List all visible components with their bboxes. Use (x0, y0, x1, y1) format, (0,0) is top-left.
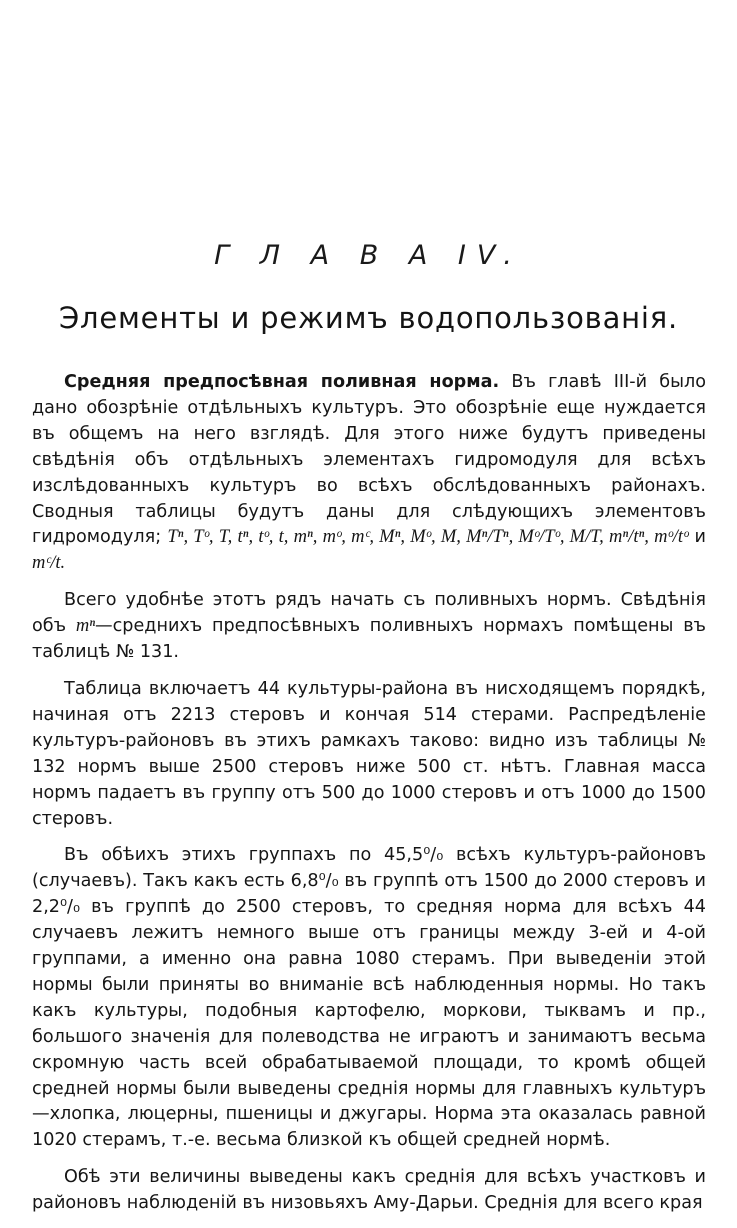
paragraph-1-and: и (688, 527, 706, 548)
section-lead: Средняя предпосѣвная поливная норма. (64, 372, 500, 392)
paragraph-2-text-after: —среднихъ предпосѣвныхъ поливныхъ нормахъ помѣщены въ таблицѣ № 131. (32, 616, 706, 663)
paragraph-1-text: Въ главѣ III-й было дано обозрѣніе отдѣльныхъ культуръ. Это обозрѣніе еще нуждается въ общемъ на него взглядѣ. Для этого ниже будутъ приведены свѣдѣнія объ отдѣльныхъ элементахъ гидромодуля для всѣхъ изслѣдованныхъ культуръ во всѣхъ обслѣдованныхъ районахъ. Сводныя таблицы будутъ даны для слѣдующихъ элементовъ гидромодуля; (32, 372, 706, 548)
chapter-title: Элементы и режимъ водопользованія. (58, 301, 679, 335)
hydromodule-symbols: Tⁿ, Tᵒ, T, tⁿ, tᵒ, t, mⁿ, mᵒ, mᶜ, Mⁿ, Mᵒ, M, Mⁿ/Tⁿ, Mᵒ/Tᵒ, M/T, mⁿ/tⁿ, mᵒ/tᵒ (167, 527, 689, 548)
norm-symbol: mⁿ (75, 616, 96, 637)
paragraph-4: Въ обѣихъ этихъ группахъ по 45,5⁰/₀ всѣхъ культуръ-районовъ (случаевъ). Такъ какъ есть 6,8⁰/₀ въ группѣ отъ 1500 до 2000 стеровъ и 2,2⁰/₀ въ группѣ до 2500 стеровъ, то средняя норма для всѣхъ 44 случаевъ лежитъ немного выше отъ границы между 3-ей и 4-ой группами, а именно она равна 1080 стерамъ. При выведеніи этой нормы были приняты во вниманіе всѣ наблюденныя нормы. Но такъ какъ культуры, подобныя картофелю, моркови, тыквамъ и пр., большого значенія для полеводства не играютъ и занимаютъ весьма скромную часть всей обрабатываемой площади, то кромѣ общей средней нормы были выведены среднія нормы для главныхъ культуръ—хлопка, люцерны, пшеницы и джугары. Норма эта оказалась равной 1020 стерамъ, т.-е. весьма близкой къ общей средней нормѣ. (32, 845, 706, 1151)
paragraph-2 (32, 588, 706, 666)
chapter-heading: Г Л А В А IV. (214, 240, 523, 271)
paragraph-1 (32, 370, 706, 577)
paragraph-3: Таблица включаетъ 44 культуры-района въ нисходящемъ порядкѣ, начиная отъ 2213 стеровъ и кончая 514 стерами. Распредѣленіе культуръ-районовъ въ этихъ рамкахъ таково: видно изъ таблицы № 132 нормъ выше 2500 стеровъ ниже 500 ст. нѣтъ. Главная масса нормъ падаетъ въ группу отъ 500 до 1000 стеровъ и отъ 1000 до 1500 стеровъ. (32, 678, 706, 829)
paragraph-5: Обѣ эти величины выведены какъ среднія для всѣхъ участковъ и районовъ наблюденій въ низовьяхъ Аму-Дарьи. Среднія для всего края (32, 1167, 706, 1214)
paragraph-2-text-before: Всего удобнѣе этотъ рядъ начать съ поливныхъ нормъ. Свѣдѣнія объ (32, 590, 706, 637)
hydromodule-last-symbol: mᶜ/t. (32, 553, 66, 574)
body-text (32, 370, 706, 1228)
